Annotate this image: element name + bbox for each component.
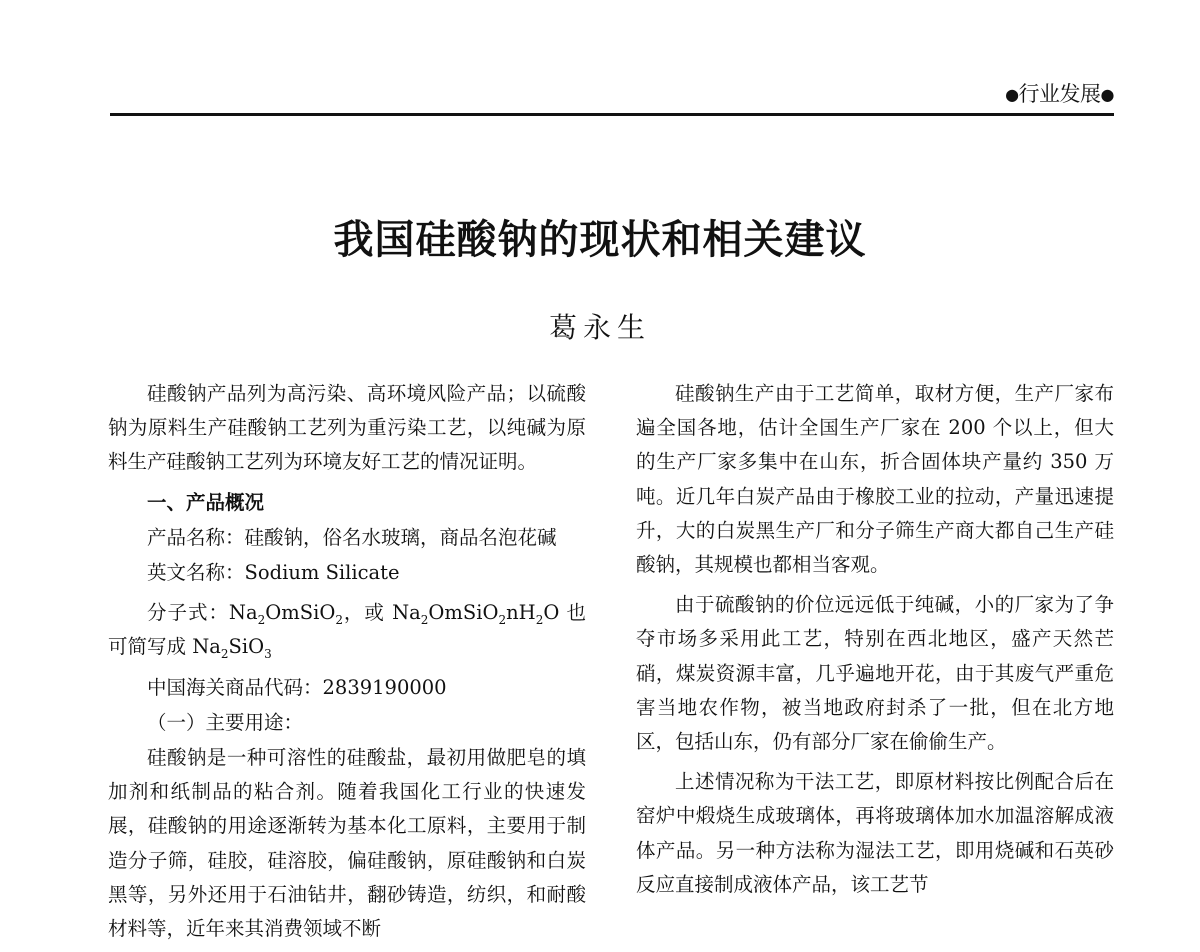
right-column (636, 377, 1114, 908)
article-title: 我国硅酸钠的现状和相关建议 (333, 216, 867, 263)
bullet-dot-left: ● (1005, 85, 1019, 104)
article-author: 葛永生 (548, 311, 651, 344)
sodium-sulfate-paragraph: 由于硫酸钠的价位远远低于纯碱，小的厂家为了争夺市场多采用此工艺，特别在西北地区，盛产天然芒硝，煤炭资源丰富，几乎遍地开花，由于其废气严重危害当地农作物，被当地政府封杀了一批，但在北方地区，包括山东，仍有部分厂家在偷偷生产。 (636, 593, 1114, 754)
subheading-main-uses: （一）主要用途： (147, 710, 304, 734)
uses-paragraph: 硅酸钠是一种可溶性的硅酸盐，最初用做肥皂的填加剂和纸制品的粘合剂。随着我国化工行业的快速发展，硅酸钠的用途逐渐转为基本化工原料，主要用于制造分子筛，硅胶，硅溶胶，偏硅酸钠，原硅酸钠和白炭黑等，另外还用于石油钻井，翻砂铸造，纺织，和耐酸材料等，近年来其消费领域不断 (108, 746, 586, 941)
process-paragraph: 上述情况称为干法工艺，即原材料按比例配合后在窑炉中煅烧生成玻璃体，再将玻璃体加水加温溶解成液体产品。另一种方法称为湿法工艺，即用烧碱和石英砂反应直接制成液体产品，该工艺节 (636, 770, 1114, 896)
intro-paragraph: 硅酸钠产品列为高污染、高环境风险产品；以硫酸钠为原料生产硅酸钠工艺列为重污染工艺，以纯碱为原料生产硅酸钠工艺列为环境友好工艺的情况证明。 (108, 382, 586, 474)
section-tag (1005, 78, 1114, 108)
english-name-line: 英文名称：Sodium Silicate (147, 561, 400, 585)
product-name-line: 产品名称：硅酸钠，俗名水玻璃，商品名泡花碱 (147, 525, 557, 549)
left-column (108, 377, 586, 952)
production-paragraph: 硅酸钠生产由于工艺简单，取材方便，生产厂家布遍全国各地，估计全国生产厂家在 200 个以上，但大的生产厂家多集中在山东，折合固体块产量约 350 万吨。近几年白炭产品由于橡胶工业的拉动，产量迅速提升，大的白炭黑生产厂和分子筛生产商大都自己生产硅酸钠，其规模也都相当客观。 (636, 382, 1114, 577)
bullet-dot-right: ● (1100, 85, 1114, 104)
molecular-formula-line: 分子式：$Na_2OmSiO_2$，或 $Na_2OmSiO_2nH_2O$ 也可简写成 $Na_2SiO_3$ (108, 601, 586, 662)
customs-code-line: 中国海关商品代码：2839190000 (147, 675, 447, 699)
section-label: 行业发展 (1018, 82, 1101, 106)
header-rule (110, 113, 1114, 116)
section-heading-product-overview: 一、产品概况 (147, 490, 265, 514)
